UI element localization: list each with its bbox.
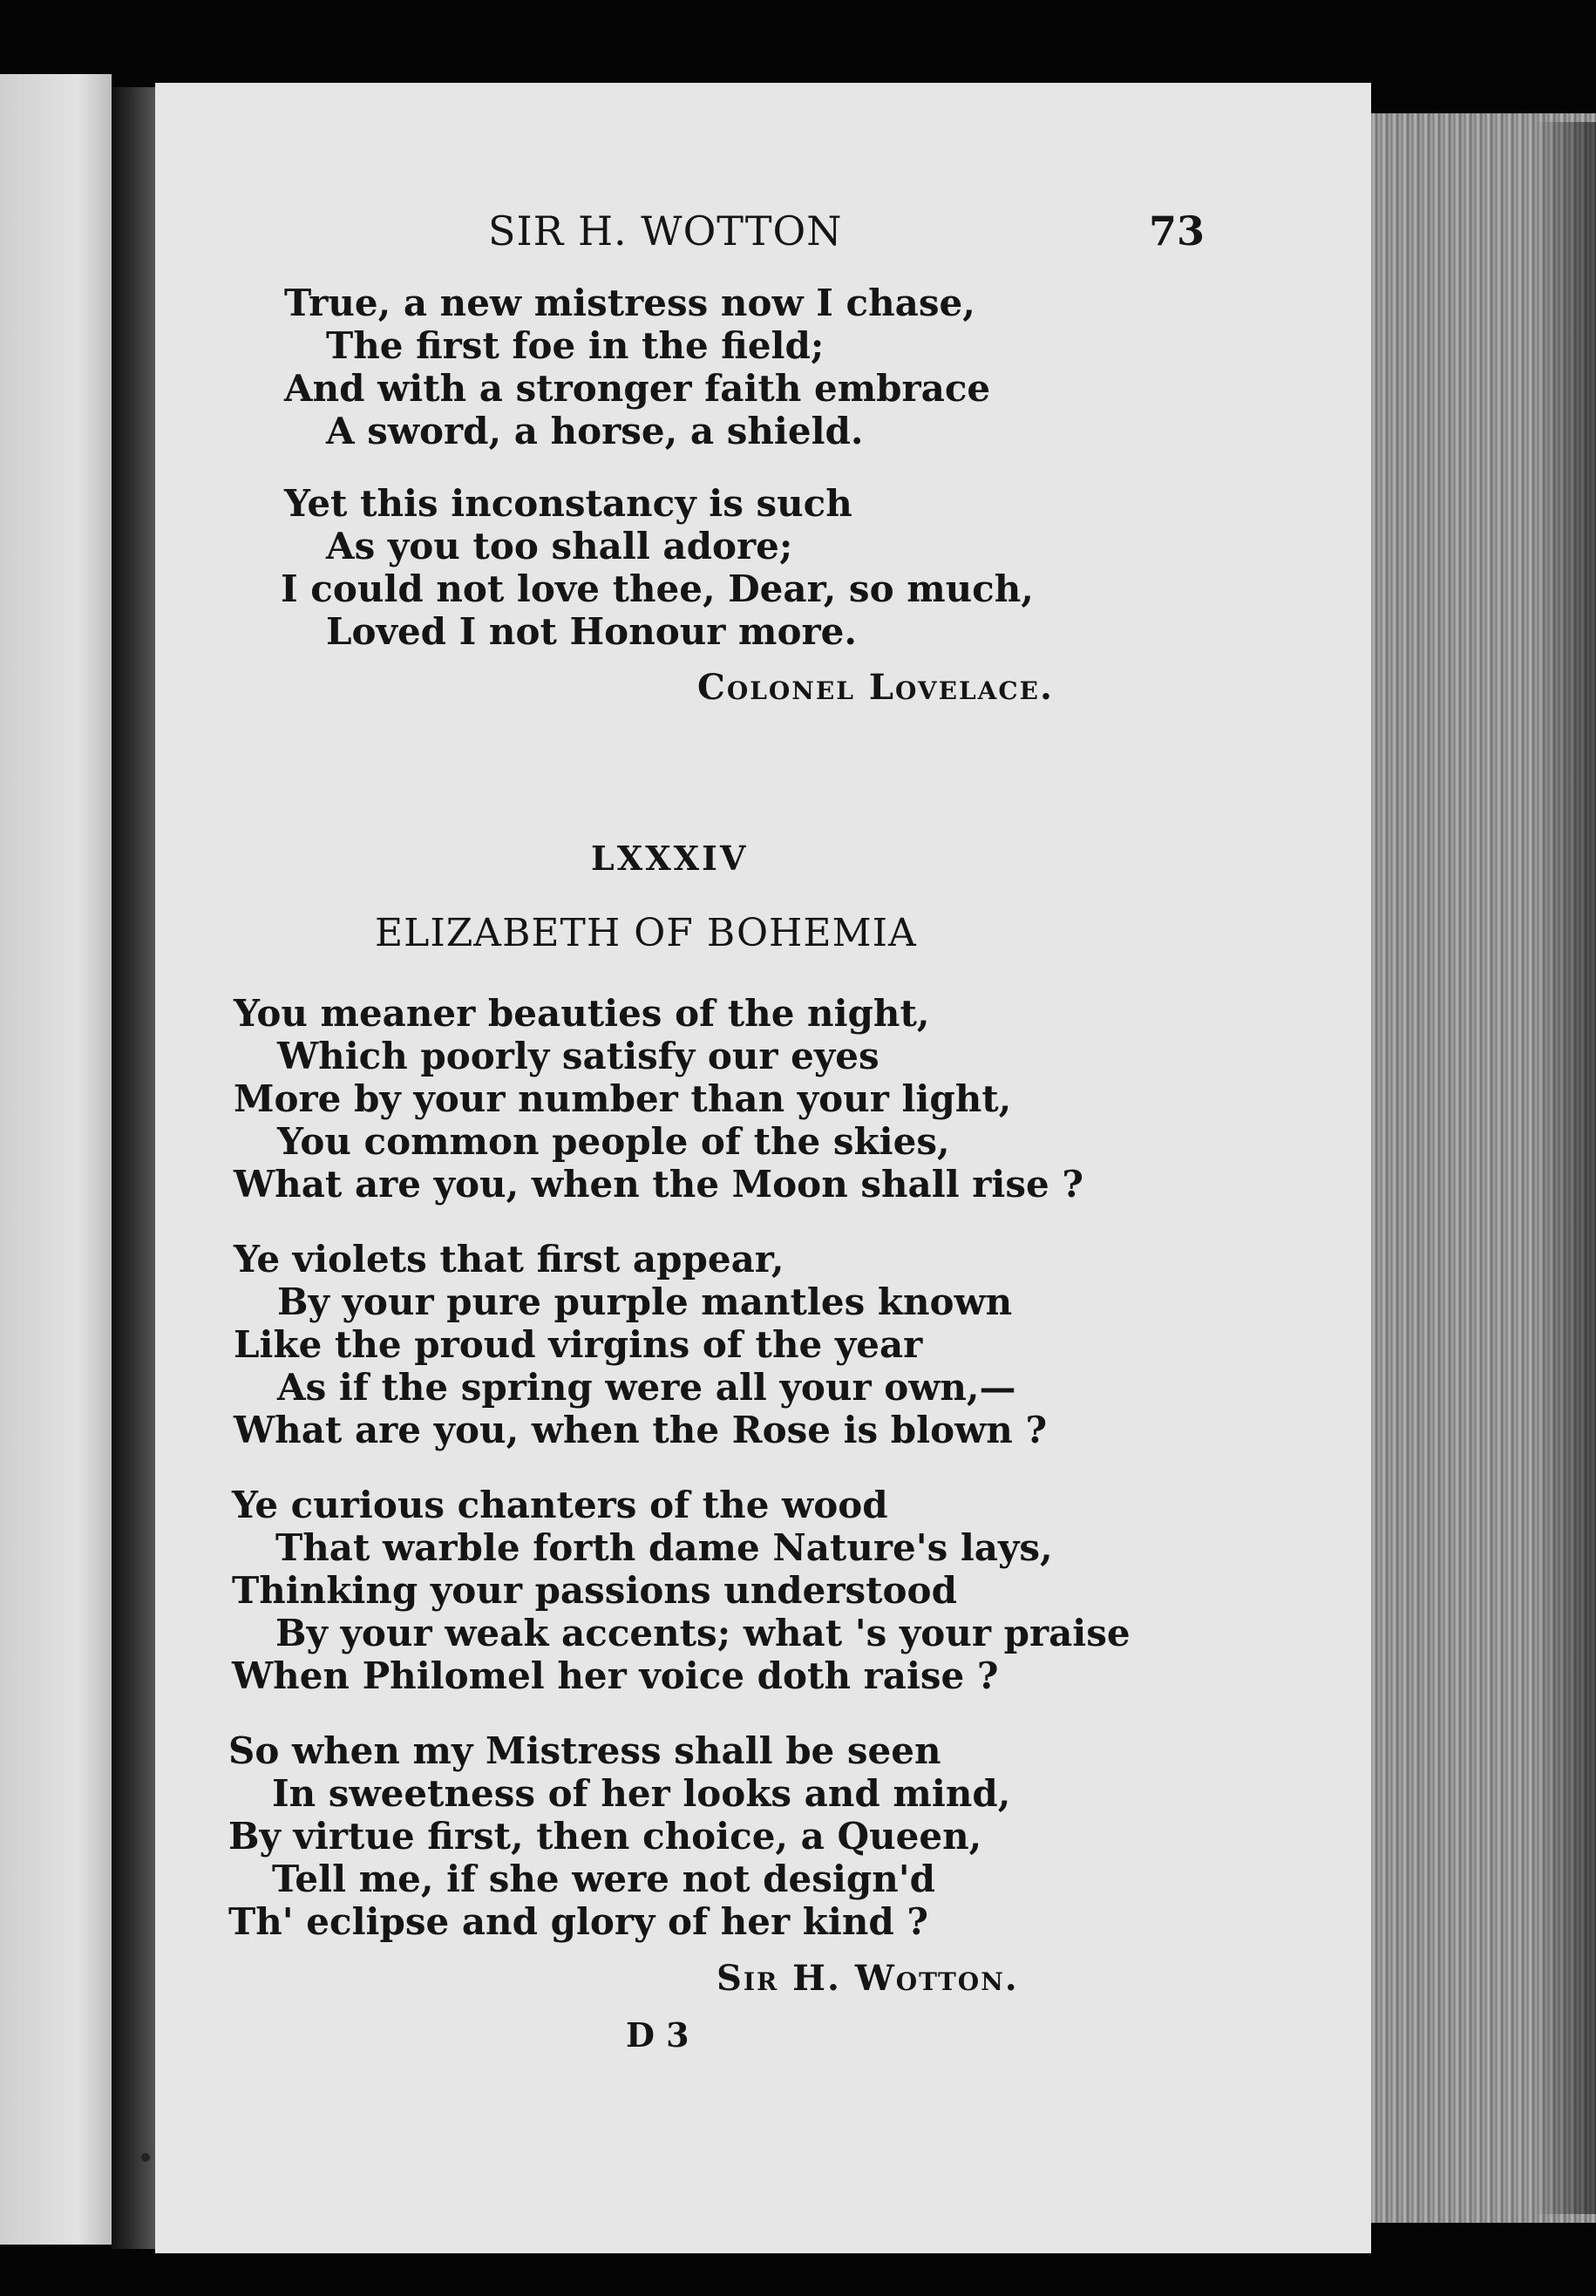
poem-line: Which poorly satisfy our eyes	[277, 1035, 879, 1077]
page-block-shadow	[1534, 122, 1596, 2214]
facing-page-edge	[0, 74, 112, 2245]
poem-line: The first foe in the field;	[326, 324, 825, 367]
poem-line: Ye violets that first appear,	[234, 1238, 784, 1280]
poem-line: Thinking your passions understood	[232, 1569, 957, 1612]
poem-line: What are you, when the Rose is blown ?	[234, 1409, 1048, 1451]
poem-line: You common people of the skies,	[277, 1120, 950, 1163]
author-attribution: Colonel Lovelace.	[697, 667, 1054, 708]
poem-line: In sweetness of her looks and mind,	[272, 1772, 1011, 1815]
poem-line: When Philomel her voice doth raise ?	[232, 1654, 999, 1697]
poem-numeral: LXXXIV	[591, 839, 749, 878]
poem-line: Like the proud virgins of the year	[234, 1323, 923, 1366]
poem-line: What are you, when the Moon shall rise ?	[234, 1163, 1083, 1206]
poem-line: Yet this inconstancy is such	[284, 482, 852, 525]
poem-line: I could not love thee, Dear, so much,	[281, 567, 1034, 610]
signature-mark: D 3	[626, 2015, 689, 2055]
poem-line: You meaner beauties of the night,	[234, 992, 930, 1035]
poem-line: So when my Mistress shall be seen	[228, 1729, 941, 1772]
poem-line: By virtue first, then choice, a Queen,	[228, 1815, 982, 1858]
poem-line: That warble forth dame Nature's lays,	[275, 1526, 1053, 1569]
poem-line: A sword, a horse, a shield.	[326, 410, 864, 452]
poem-line: Ye curious chanters of the wood	[232, 1484, 888, 1526]
poem-line: More by your number than your light,	[234, 1077, 1012, 1120]
book-gutter	[112, 87, 155, 2249]
poem-title: ELIZABETH OF BOHEMIA	[375, 911, 917, 955]
poem-line: And with a stronger faith embrace	[284, 367, 991, 410]
poem-line: As you too shall adore;	[326, 525, 793, 567]
running-head: SIR H. WOTTON	[488, 207, 843, 255]
poem-line: As if the spring were all your own,—	[277, 1366, 1016, 1409]
poem-line: Tell me, if she were not design'd	[272, 1858, 936, 1900]
poem-line: By your weak accents; what 's your praise	[275, 1612, 1131, 1654]
poem-line: By your pure purple mantles known	[277, 1280, 1013, 1323]
poem-line: Loved I not Honour more.	[326, 610, 857, 653]
page-number: 73	[1149, 207, 1205, 255]
poem-line: True, a new mistress now I chase,	[284, 282, 975, 324]
ink-speck	[141, 2153, 150, 2162]
poem-line: Th' eclipse and glory of her kind ?	[228, 1900, 928, 1943]
author-attribution: Sir H. Wotton.	[717, 1958, 1019, 1999]
